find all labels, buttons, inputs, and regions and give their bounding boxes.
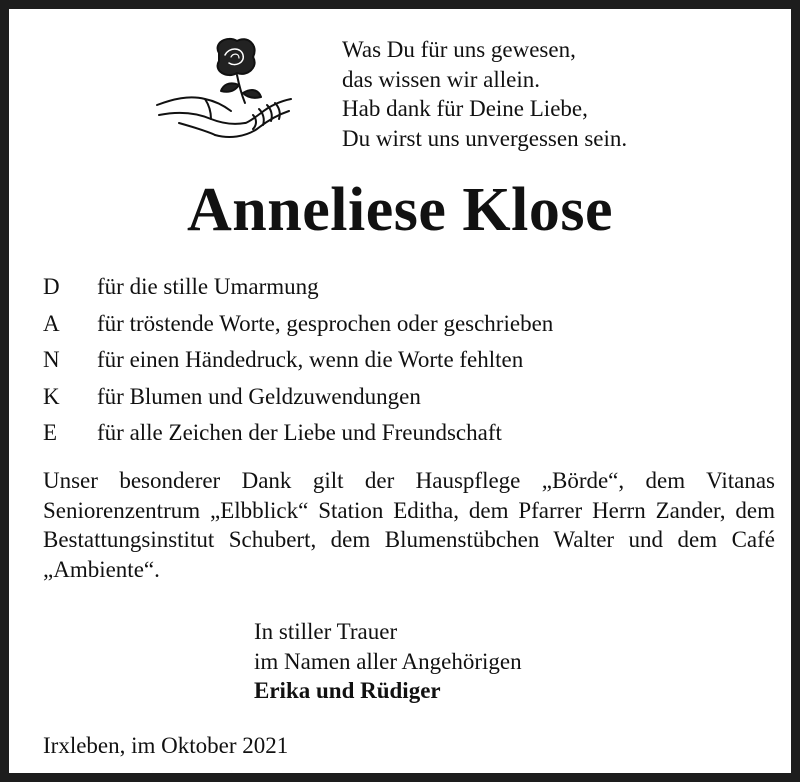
danke-row	[43, 269, 553, 306]
signature-line: im Namen aller Angehörigen	[254, 648, 522, 674]
deceased-name: Anneliese Klose	[187, 176, 613, 244]
memorial-poem	[342, 35, 627, 153]
poem-line: Du wirst uns unvergessen sein.	[342, 125, 628, 151]
poem-line: das wissen wir allein.	[342, 66, 541, 92]
special-thanks-paragraph: Unser besonderer Dank gilt der Hauspflege „Börde“, dem Vitanas Seniorenzentrum „Elbblick“ Station Editha, dem Pfarrer Herrn Zander, dem Bestattungsinstitut Schubert, dem Blumenstübchen Walter und dem Café „Ambiente“.	[43, 468, 775, 582]
signature-line: In stiller Trauer	[254, 619, 398, 644]
danke-letter: D	[43, 274, 60, 299]
signature-names: Erika und Rüdiger	[254, 678, 441, 703]
place-and-date: Irxleben, im Oktober 2021	[43, 733, 289, 758]
danke-text: für alle Zeichen der Liebe und Freundschaft	[97, 420, 502, 445]
poem-line: Was Du für uns gewesen,	[342, 37, 576, 62]
danke-letter: N	[43, 347, 60, 372]
signature-block	[254, 617, 522, 706]
danke-letter: A	[43, 310, 60, 336]
hands-holding-rose-icon	[149, 31, 299, 143]
danke-row	[43, 306, 553, 343]
danke-row	[43, 342, 553, 379]
danke-acrostic-list	[43, 269, 553, 452]
danke-letter: E	[43, 420, 58, 445]
danke-text: für die stille Umarmung	[97, 274, 319, 299]
danke-row	[43, 415, 553, 452]
danke-text: für tröstende Worte, gesprochen oder geschrieben	[97, 310, 554, 336]
danke-letter: K	[43, 383, 60, 409]
poem-line: Hab dank für Deine Liebe,	[342, 96, 588, 121]
danke-text: für einen Händedruck, wenn die Worte fehlten	[97, 347, 524, 372]
danke-row	[43, 379, 553, 416]
danke-text: für Blumen und Geldzuwendungen	[97, 383, 421, 409]
